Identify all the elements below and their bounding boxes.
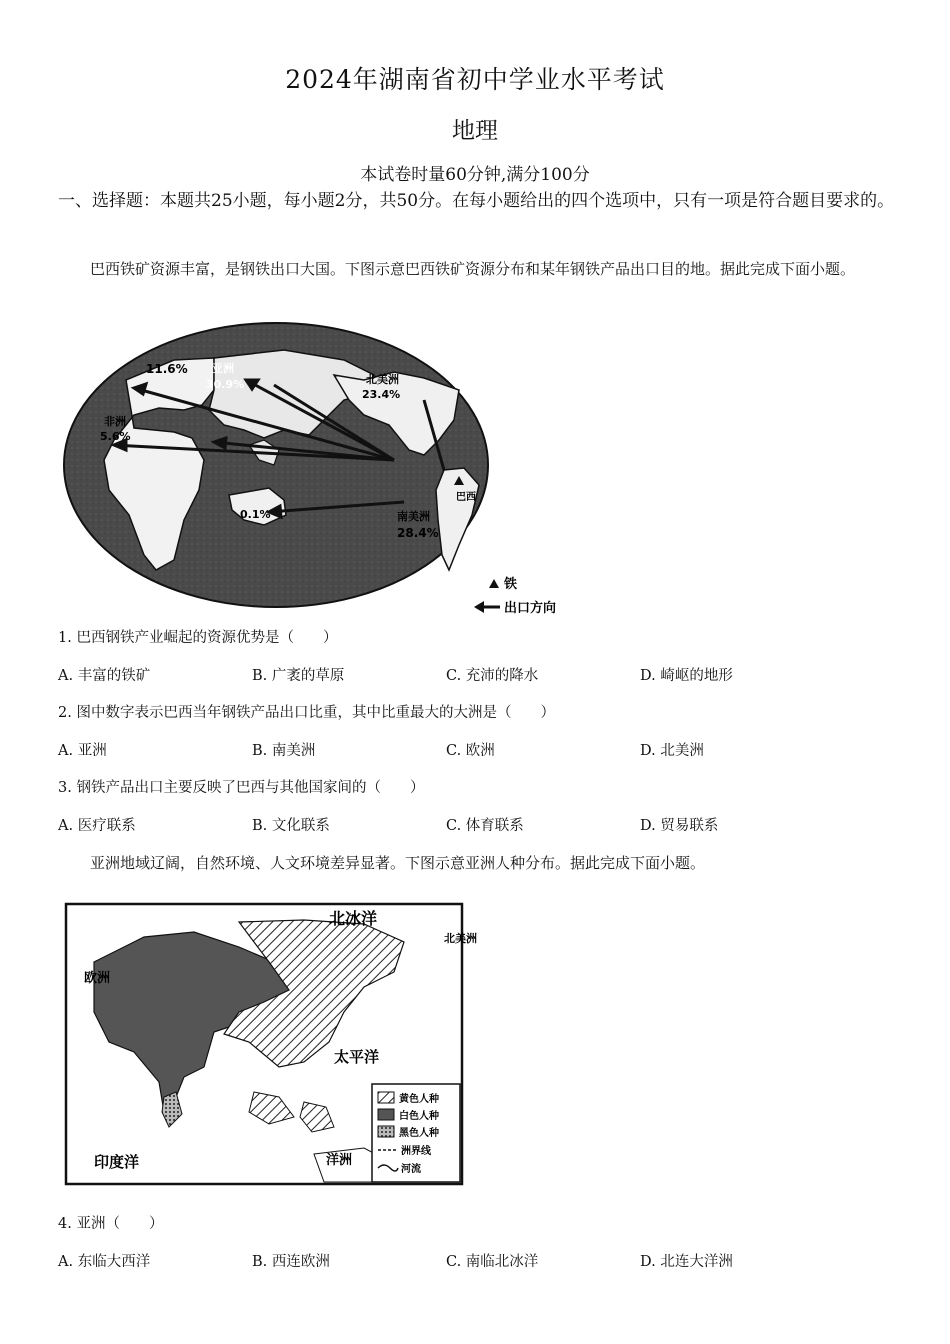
q2-option-d[interactable]: D. 北美洲 [640,743,704,759]
question-3-stem: 3. 钢铁产品出口主要反映了巴西与其他国家间的（ ） [58,780,425,796]
asia-label: 亚洲 [212,362,234,375]
asia-pct-label: 30.9% [206,378,245,391]
q4-option-d[interactable]: D. 北连大洋洲 [640,1254,733,1270]
export-arrow-icon [474,601,500,613]
europe-pct-label: 11.6% [146,362,188,376]
legend-yellow-race: 黄色人种 [399,1094,439,1105]
brazil-label: 巴西 [456,492,476,503]
indian-ocean-label: 印度洋 [94,1153,140,1171]
north-america-label: 北美洲 [444,932,477,945]
q1-option-a[interactable]: A. 丰富的铁矿 [58,668,151,684]
legend-white-race: 白色人种 [399,1111,439,1122]
q1-option-c[interactable]: C. 充沛的降水 [446,668,539,684]
race-map-legend [372,1084,460,1182]
south-america-label: 南美洲 [397,510,430,523]
q2-option-b[interactable]: B. 南美洲 [252,743,316,759]
q1-option-d[interactable]: D. 崎岖的地形 [640,668,733,684]
arctic-ocean-label: 北冰洋 [329,909,378,928]
africa-pct-label: 5.6% [100,430,131,443]
iron-legend-label: 铁 [504,577,518,592]
white-race-swatch [378,1109,394,1120]
q3-option-b[interactable]: B. 文化联系 [252,818,330,834]
q4-option-b[interactable]: B. 西连欧洲 [252,1254,330,1270]
export-legend-label: 出口方向 [504,601,557,616]
question-2-stem: 2. 图中数字表示巴西当年钢铁产品出口比重，其中比重最大的大洲是（ ） [58,705,555,721]
q3-option-c[interactable]: C. 体育联系 [446,818,524,834]
intro-paragraph-1: 巴西铁矿资源丰富，是钢铁出口大国。下图示意巴西铁矿资源分布和某年钢铁产品出口目的地。据此完成下面小题。 [90,260,856,278]
oceania-pct-label: 0.1% [240,508,271,521]
oceania-label: 洋洲 [326,1153,353,1168]
europe-label: 欧洲 [84,971,111,986]
question-1-stem: 1. 巴西钢铁产业崛起的资源优势是（ ） [58,630,338,646]
yellow-race-swatch [378,1092,394,1103]
q1-option-b[interactable]: B. 广袤的草原 [252,668,345,684]
section-heading: 一、选择题：本题共25小题，每小题2分，共50分。在每小题给出的四个选项中，只有一项是符合题目要求的。 [58,191,895,211]
q2-option-c[interactable]: C. 欧洲 [446,743,495,759]
q3-option-a[interactable]: A. 医疗联系 [58,818,136,834]
exam-note: 本试卷时量60分钟,满分100分 [360,165,590,185]
exam-title: 2024年湖南省初中学业水平考试 [285,65,665,94]
world-export-map [64,320,574,624]
legend-river: 河流 [401,1164,421,1175]
black-race-swatch [378,1126,394,1137]
intro-paragraph-2: 亚洲地域辽阔，自然环境、人文环境差异显著。下图示意亚洲人种分布。据此完成下面小题。 [90,854,706,872]
asia-race-map [64,902,477,1192]
q4-option-c[interactable]: C. 南临北冰洋 [446,1254,539,1270]
north-america-pct-label: 23.4% [362,388,401,401]
legend-boundary: 洲界线 [401,1146,431,1157]
north-america-label: 北美洲 [366,373,399,386]
south-america-pct-label: 28.4% [397,526,439,540]
iron-legend-icon [489,579,499,588]
legend-black-race: 黑色人种 [399,1128,439,1139]
question-4-stem: 4. 亚洲（ ） [58,1216,164,1232]
africa-label: 非洲 [104,415,126,428]
q4-option-a[interactable]: A. 东临大西洋 [58,1254,151,1270]
q2-option-a[interactable]: A. 亚洲 [58,743,107,759]
pacific-ocean-label: 太平洋 [334,1048,380,1066]
subject-title: 地理 [452,118,498,144]
q3-option-d[interactable]: D. 贸易联系 [640,818,719,834]
